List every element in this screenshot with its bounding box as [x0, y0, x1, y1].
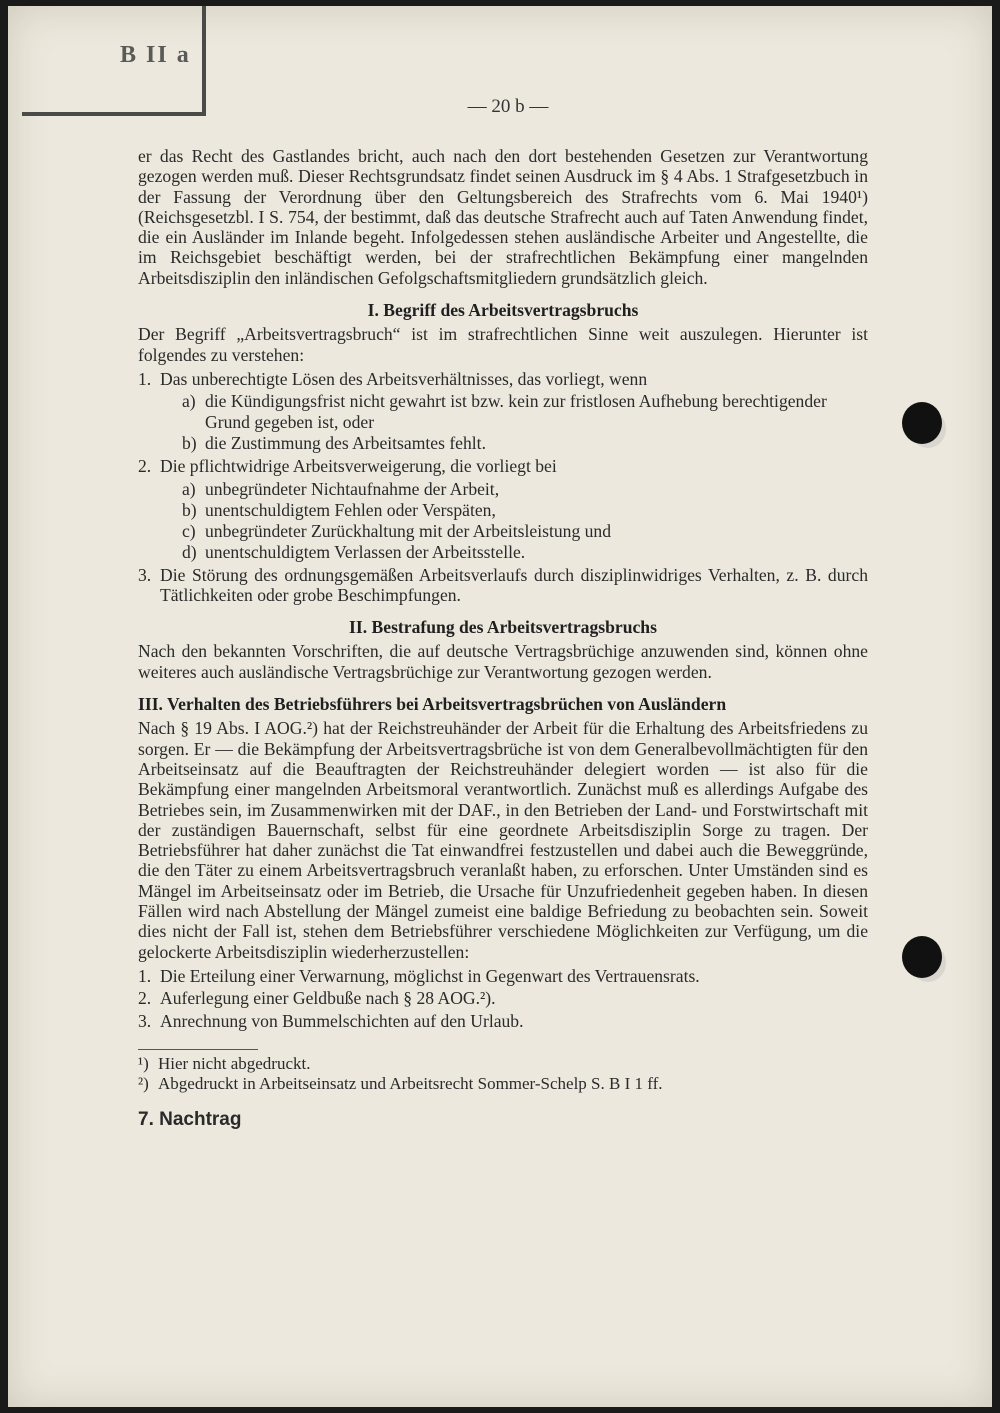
document-body [138, 146, 868, 1130]
section-heading-3: III. Verhalten des Betriebsführers bei Arbeitsvertragsbrüchen von Ausländern [138, 694, 727, 715]
section-label-box [22, 6, 206, 116]
section-3-paragraph: Nach § 19 Abs. I AOG.²) hat der Reichstreuhänder der Arbeit für die Erhaltung des Arbeitsfriedens zu sorgen. Er — die Bekämpfung der Arbeitsvertragsbrüche ist von dem Generalbevollmächtigten für den Arbeitseinsatz auf die Beauftragten der Reichstreuhänder delegiert worden — ist also für die Bekämpfung einer mangelnden Arbeitsmoral verantwortlich. Zunächst muß es allerdings Aufgabe des Betriebes sein, im Zusammenwirken mit der DAF., in den Betrieben der Land- und Forstwirtschaft mit der zuständigen Bauernschaft, selbst für eine geordnete Arbeitsdisziplin Sorge zu tragen. Der Betriebsführer hat daher zunächst die Tat einwandfrei festzustellen und dabei auch die Beweggründe, die den Täter zu einem Arbeitsvertragsbruch veranlaßt haben, zu erforschen. Unter Umständen sind es Mängel im Arbeitseinsatz oder im Betrieb, die Ursache für Unzufriedenheit gegeben haben. In diesen Fällen wird nach Abstellung der Mängel zumeist eine baldige Befriedung zu beobachten sein. Soweit dies nicht der Fall ist, stehen dem Betriebsführer verschiedene Möglichkeiten zur Verfügung, um die gelockerte Arbeitsdisziplin wiederherzustellen: [138, 718, 868, 962]
sublist-item: b) die Zustimmung des Arbeitsamtes fehlt. [182, 433, 486, 454]
footnote-divider [138, 1049, 258, 1050]
sublist-item: c) unbegründeter Zurückhaltung mit der Arbeitsleistung und [182, 520, 612, 541]
punch-hole-icon [902, 402, 942, 444]
sublist-item: a) die Kündigungsfrist nicht gewahrt ist bzw. kein zur fristlosen Aufhebung berechtigender Grund gegeben ist, oder [182, 391, 827, 433]
sublist-item: d) unentschuldigtem Verlassen der Arbeitsstelle. [182, 541, 526, 562]
sublist [160, 391, 868, 454]
sublist-item: b) unentschuldigtem Fehlen oder Verspäten, [182, 499, 496, 520]
list-item: 3. Anrechnung von Bummelschichten auf den Urlaub. [138, 1010, 524, 1031]
footnote: ²) Abgedruckt in Arbeitseinsatz und Arbeitsrecht Sommer-Schelp S. B I 1 ff. [138, 1073, 663, 1093]
list-item: 3. Die Störung des ordnungsgemäßen Arbeitsverlaufs durch disziplinwidriges Verhalten, z. B. durch Tätlichkeiten oder grobe Beschimpfungen. [138, 564, 868, 605]
section-heading-2: II. Bestrafung des Arbeitsvertragsbruchs [349, 617, 657, 638]
sublist-item: a) unbegründeter Nichtaufnahme der Arbeit, [182, 478, 500, 499]
section-2-paragraph: Nach den bekannten Vorschriften, die auf deutsche Vertragsbrüchige anzuwenden sind, können ohne weiteres auch ausländische Vertragsbrüchige zur Verantwortung gezogen werden. [138, 641, 868, 682]
list-item: 1. Das unberechtigte Lösen des Arbeitsverhältnisses, das vorliegt, wenn a) die Kündigungsfrist nicht gewahrt ist bzw. kein zur fristlosen Aufhebung berechtigender Grund gegeben ist, oder b) die Zustimmung des Arbeitsamtes fehlt. [138, 369, 868, 454]
list-item: 2. Die pflichtwidrige Arbeitsverweigerung, die vorliegt bei a) unbegründeter Nichtaufnahme der Arbeit, b) unentschuldigtem Fehlen oder Verspäten, c) unbegründeter Zurückhaltung mit der Arbeitsleistung und d) unentschuldigtem Verlassen der Arbeitsstelle. [138, 456, 868, 562]
list-item: 1. Die Erteilung einer Verwarnung, möglichst in Gegenwart des Vertrauensrats. [138, 965, 700, 986]
section-1-intro: Der Begriff „Arbeitsvertragsbruch“ ist im strafrechtlichen Sinne weit auszulegen. Hierunter ist folgendes zu verstehen: [138, 324, 868, 365]
sublist [160, 479, 868, 563]
intro-paragraph: er das Recht des Gastlandes bricht, auch nach den dort bestehenden Gesetzen zur Verantwortung gezogen werden muß. Dieser Rechtsgrundsatz findet seinen Ausdruck im § 4 Abs. 1 Strafgesetzbuch in der Fassung der Verordnung über den Geltungsbereich des Strafrechts vom 6. Mai 1940¹) (Reichsgesetzbl. I S. 754, der bestimmt, daß das deutsche Strafrecht auch auf Taten Anwendung findet, die ein Ausländer im Inlande begeht. Infolgedessen stehen ausländische Arbeiter und Angestellte, die im Reichsgebiet beschäftigt werden, bei der strafrechtlichen Bekämpfung einer mangelnden Arbeitsdisziplin den inländischen Gefolgschaftsmitgliedern grundsätzlich gleich. [138, 146, 868, 288]
section-1-list [138, 369, 868, 605]
page-number: — 20 b — [467, 96, 549, 117]
footnote: ¹) Hier nicht abgedruckt. [138, 1053, 311, 1073]
section-label: B II a [120, 42, 191, 68]
document-page [8, 6, 992, 1407]
list-item: 2. Auferlegung einer Geldbuße nach § 28 AOG.²). [138, 988, 496, 1009]
section-3-list [138, 966, 868, 1031]
punch-hole-icon [902, 936, 942, 978]
section-heading-1: I. Begriff des Arbeitsvertragsbruchs [367, 300, 639, 321]
supplement-label: 7. Nachtrag [138, 1108, 242, 1130]
